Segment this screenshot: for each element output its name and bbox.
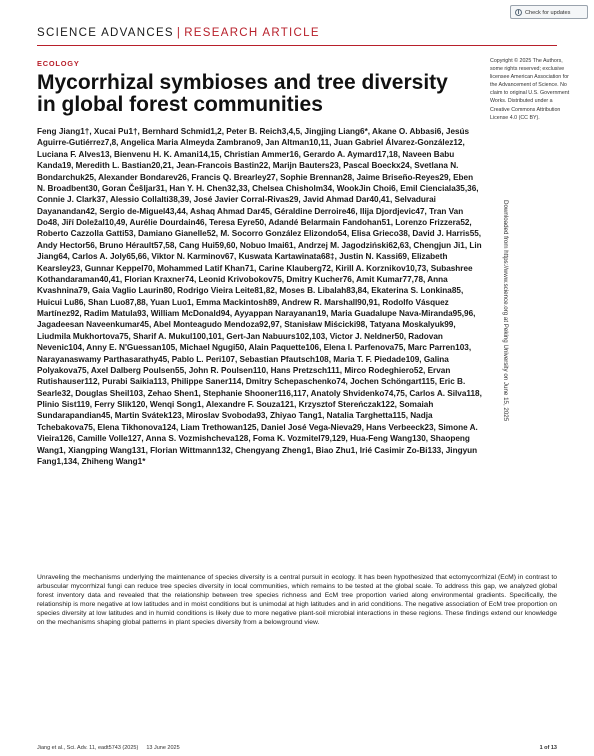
header-rule bbox=[37, 45, 557, 46]
journal-name: SCIENCE ADVANCES bbox=[37, 27, 174, 39]
article-title: Mycorrhizal symbioses and tree diversity in global forest communities bbox=[37, 71, 448, 116]
citation: Jiang et al., Sci. Adv. 11, eadt5743 (2025) bbox=[37, 745, 139, 751]
abstract: Unraveling the mechanisms underlying the maintenance of species diversity is a central pursuit in ecology. It has been hypothesized that ectomycorrhizal (EcM) in contrast to arbuscular mycorrhizal fungi can reduce tree species diversity in local communities, which remains to be tested at the global scale. To address this gap, we analyzed global forest inventory data and revealed that the relationship between tree species richness and EcM tree proportion varied along environmental gradients. Specifically, the relationship is more negative at low latitudes and in moist conditions but is unimodal at high latitudes and in arid conditions. The negative association of EcM tree proportion on species diversity at low latitudes and in humid conditions is likely due to more negative plant-soil microbial interactions in these regions. These findings extend our knowledge on the mechanisms shaping global patterns in plant species diversity from a belowground view. bbox=[37, 574, 557, 626]
header-separator: | bbox=[176, 27, 182, 39]
check-for-updates-label: Check for updates bbox=[525, 10, 571, 16]
article-type: RESEARCH ARTICLE bbox=[184, 27, 320, 39]
check-for-updates-button[interactable] bbox=[510, 5, 588, 19]
download-watermark: Downloaded from https://www.science.org at Peking University on June 15, 2025 bbox=[502, 200, 509, 422]
footer-citation bbox=[37, 745, 180, 751]
section-label: ECOLOGY bbox=[37, 59, 80, 68]
page-number-text: 1 of 13 bbox=[539, 745, 557, 751]
publication-date: 13 June 2025 bbox=[146, 745, 180, 751]
copyright-notice: Copyright © 2025 The Authors, some rights reserved; exclusive licensee American Association for the Advancement of Science. No claim to original U.S. Government Works. Distributed under a Creative Commons Attribution License 4.0 (CC BY). bbox=[490, 58, 570, 121]
refresh-badge-icon bbox=[515, 9, 522, 16]
page-number bbox=[540, 745, 557, 751]
author-list: Feng Jiang1†, Xucai Pu1†, Bernhard Schmid1,2, Peter B. Reich3,4,5, Jingjing Liang6*, Akane O. Abbasi6, Jesús Aguirre-Gutiérrez7,8, Angelica Maria Almeyda Zambrano9, Jan Altman10,11, Juan Gabriel Álvarez-González12, Luciana F. Alves13, Bienvenu H. K. Amani14,15, Christian Ammer16, Gerardo A. Aymard17,18, Naveen Babu Kanda19, Meredith L. Bastian20,21, Jean-Francois Bastin22, Marijn Bauters23, Pascal Boeckx24, Svetlana N. Bondarchuk25, Alexander Bondarev26, Francis Q. Brearley27, Sophie Brennan28, Jaime Briseño-Reyes29, Eben N. Broadbent30, Goran Češljar31, Han Y. H. Chen32,33, Chelsea Chisholm34, WookJin Choi6, Emil Cienciala35,36, Connie J. Clark37, Alessio Collalti38,39, José Javier Corral-Rivas29, Javid Ahmad Dar40,41, Selvadurai Dayanandan42, Sergio de-Miguel43,44, Ashaq Ahmad Dar45, Géraldine Derroire46, Ilija Djordjevic47, Tran Van Do48, Jiří Doležal10,49, Aurélie Dourdain46, Teresa Eyre50, Adandé Belarmain Fandohan51, Lorenzo Frizzera52, Roberto Cazzolla Gatti53, Damiano Gianelle52, M. Socorro González Elizondo54, Elisa Grieco38, David J. Harris55, Andy Hector56, Bruno Hérault57,58, Cang Hui59,60, Nobuo Imai61, Andrzej M. Jagodziński62,63, Chengjun Ji1, Lin Jiang64, Carlos A. Joly65,66, Viktor N. Karminov67, Kuswata Kartawinata68‡, Justin N. Kassi69, Elizabeth Kearsley23, Gunnar Keppel70, Mohammed Latif Khan71, Carine Klauberg72, Kirill A. Korznikov10,73, Subashree Kothandaraman40,41, Florian Kraxner74, Leonid Krivobokov75, Dmitry Kucher76, Amit Kumar77,78, Anna Kvashnina79, Gaia Vaglio Laurin80, Rodrigo Vieira Leite81,82, Moses B. Libalah83,84, Ekaterina S. Lonkina85, Huicui Lu86, Shan Luo87,88, Yuan Luo1, Emma Mackintosh89, Andrew R. Marshall90,91, Rodolfo Vásquez Martínez92, Radim Matula93, William McDonald94, Ayyappan Narayanan19, Maria Guadalupe Nava-Miranda95,96, Jagadeesan Naveenkumar45, Abel Monteagudo Mendoza92,97, Stanisław Miścicki98, Tatyana Moskalyuk99, Liudmila Mukhortova75, Sharif A. Mukul100,101, Gert-Jan Nabuurs102,103, Victor J. Neldner50, Radovan Nevenic104, Anny E. N'Guessan105, Michael Ngugi50, Alain Paquette106, Elena I. Parfenova75, Marc Parren103, Narayanaswamy Parthasarathy45, Pablo L. Peri107, Sebastian Pfautsch108, Maria T. F. Piedade109, Galina Polyakova75, Axel Dalberg Poulsen55, John R. Poulsen110, Hans Pretzsch111, Mirco Rodeghiero52, Ervan Rutishauser112, Purabi Saikia113, Philippe Saner114, Dmitry Schepaschenko74, Jochen Schöngart115, Eric B. Searle32, Douglas Sheil103, Zehao Shen1, Stephanie Shooner116,117, Anatoly Shvidenko74,75, Carlos A. Silva118, Plinio Sist119, Ferry Slik120, Wenqi Song1, Alexandre F. Souza121, Krzysztof Stereńczak122, Somaiah Sundarapandian45, Martin Svátek123, Miroslav Svoboda93, Zhiyao Tang1, Natalia Targhetta115, Nadja Tchebakova75, Elena Tikhonova124, Liam Trethowan125, Daniel José Vega-Nieva29, Hans Verbeeck23, Simone A. Vieira126, Camille Volle127, Anna S. Vozmishcheva128, Foma K. Vozmitel79,129, Hua-Feng Wang130, Shaopeng Wang1, Xiangping Wang131, Florian Wittmann132, Chengyang Zheng1, Biao Zhu1, Irié Casimir Zo-Bi133, Jingyun Fang1,134, Zhiheng Wang1* bbox=[37, 127, 482, 466]
journal-header bbox=[37, 27, 320, 39]
